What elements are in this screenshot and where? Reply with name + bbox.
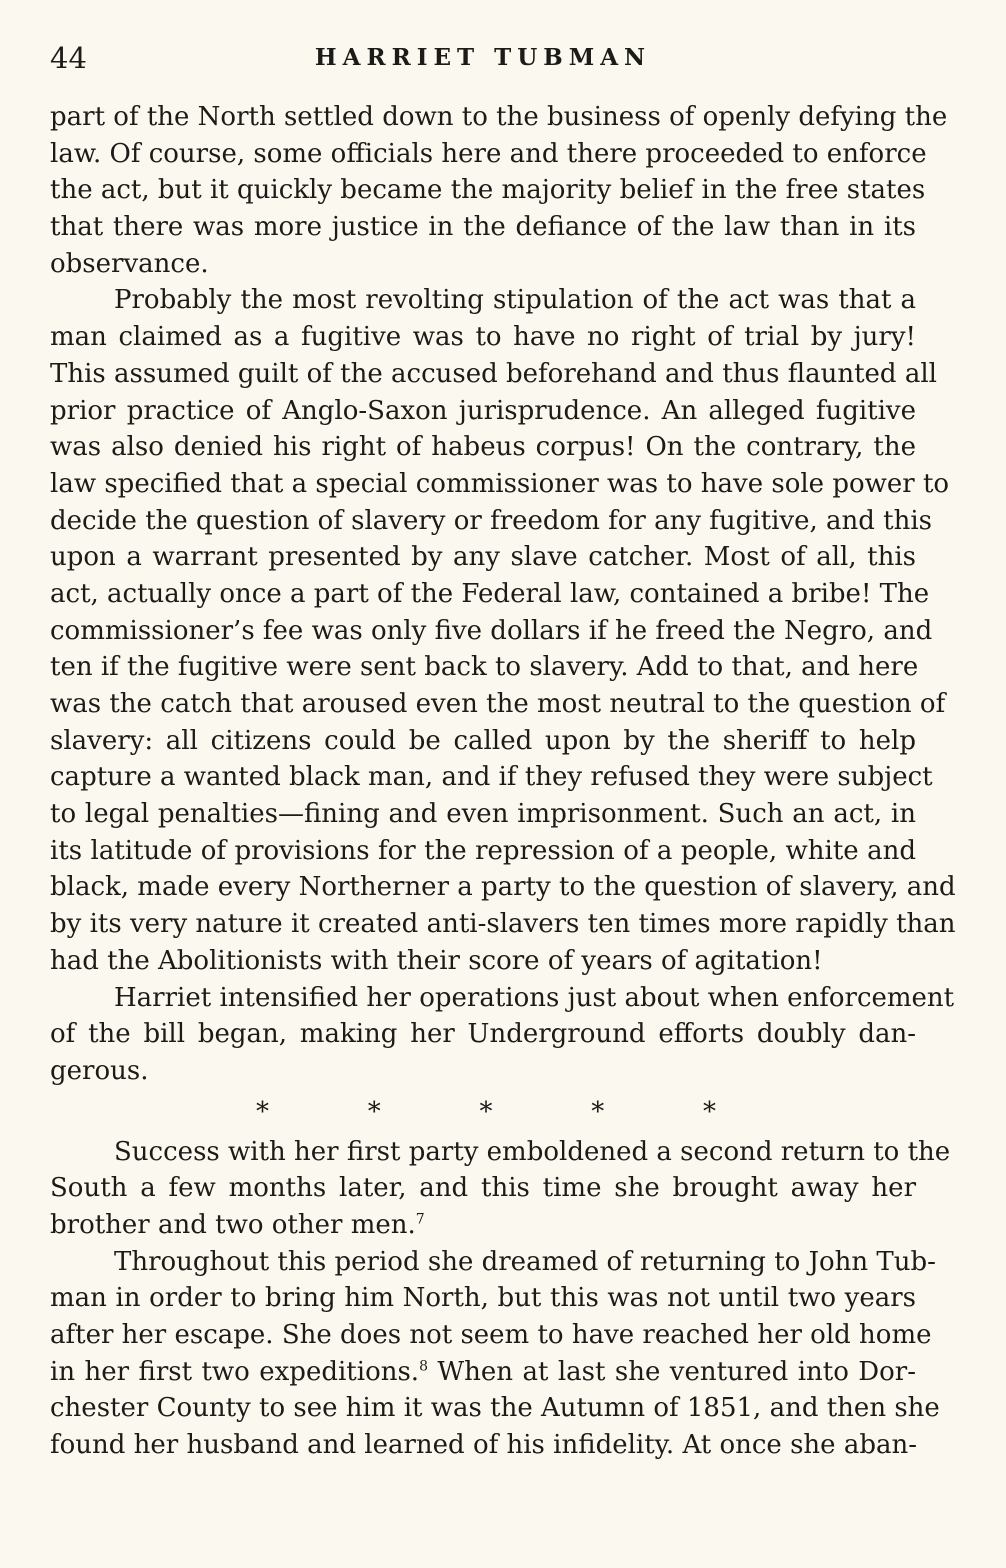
body-text	[50, 99, 956, 1464]
section-separator	[50, 1090, 716, 1134]
text-line: the act, but it quickly became the majority belief in the free states	[50, 175, 926, 206]
text-line: upon a warrant presented by any slave catcher. Most of all, this	[50, 542, 916, 573]
text-line: part of the North settled down to the business of openly defying the	[50, 102, 948, 132]
separator-star: *	[256, 1096, 269, 1127]
footnote-mark: 7	[415, 1211, 425, 1228]
text-line: to legal penalties—fining and even imprisonment. Such an act, in	[50, 799, 916, 830]
running-title: HARRIET TUBMAN	[314, 44, 652, 71]
text-line: chester County to see him it was the Autumn of 1851, and then she	[50, 1393, 940, 1424]
text-line: law specified that a special commissioner was to have sole power to	[50, 468, 950, 499]
paragraph	[50, 1134, 951, 1244]
text-line: was the catch that aroused even the most neutral to the question of	[50, 689, 946, 719]
text-line: South a few months later, and this time she brought away her	[50, 1173, 916, 1204]
separator-star: *	[367, 1096, 381, 1127]
text-line: had the Abolitionists with their score of years of agitation!	[50, 945, 823, 976]
paragraph	[50, 980, 955, 1090]
text-line: decide the question of slavery or freedom for any fugitive, and this	[50, 505, 933, 536]
text-line: man claimed as a fugitive was to have no right of trial by jury!	[50, 322, 916, 353]
text-line: law. Of course, some officials here and there proceeded to enforce	[50, 138, 927, 169]
text-line: by its very nature it created anti-slavers ten times more rapidly than	[50, 909, 956, 940]
text-line: was also denied his right of habeus corpus! On the contrary, the	[50, 432, 916, 463]
page-header	[50, 38, 916, 78]
text-line: found her husband and learned of his infidelity. At once she aban-	[50, 1430, 918, 1461]
paragraph-group-before	[50, 99, 956, 1090]
text-line: capture a wanted black man, and if they refused they were subject	[50, 762, 933, 793]
separator-star: *	[591, 1096, 605, 1127]
text-line: act, actually once a part of the Federal law, contained a bribe! The	[50, 578, 930, 609]
text-line: ten if the fugitive were sent back to slavery. Add to that, and here	[50, 652, 919, 683]
footnote-mark: 8	[419, 1358, 428, 1375]
page-number: 44	[50, 41, 87, 75]
text-line: gerous.	[50, 1055, 149, 1086]
text-line: after her escape. She does not seem to have reached her old home	[50, 1320, 932, 1350]
text-line: that there was more justice in the defiance of the law than in its	[50, 212, 916, 243]
text-line: observance.	[50, 248, 209, 279]
text-line: commissioner’s fee was only five dollars if he freed the Negro, and	[50, 615, 933, 646]
paragraph-group-after	[50, 1134, 951, 1464]
paragraph	[50, 282, 956, 979]
text-line: Probably the most revolting stipulation of the act was that a	[114, 285, 916, 316]
text-line: slavery: all citizens could be called upon by the sheriff to help	[50, 725, 916, 756]
text-line: This assumed guilt of the accused beforehand and thus flaunted all	[50, 358, 937, 389]
text-line: in her first two expeditions.$^8$ When at last she ventured into Dor-	[50, 1356, 916, 1387]
separator-star: *	[703, 1096, 716, 1127]
text-line: brother and two other men.$^7$	[50, 1209, 425, 1240]
text-line: black, made every Northerner a party to the question of slavery, and	[50, 872, 956, 903]
text-line: Harriet intensified her operations just about when enforcement	[114, 982, 955, 1013]
paragraph	[50, 1244, 940, 1464]
separator-star: *	[479, 1096, 493, 1127]
text-line: Throughout this period she dreamed of returning to John Tub-	[114, 1246, 936, 1277]
text-line: its latitude of provisions for the repression of a people, white and	[50, 835, 916, 866]
text-line: of the bill began, making her Underground efforts doubly dan-	[50, 1019, 916, 1050]
text-line: man in order to bring him North, but this was not until two years	[50, 1283, 916, 1314]
text-line: Success with her first party emboldened a second return to the	[114, 1136, 951, 1167]
text-line: prior practice of Anglo-Saxon jurisprudence. An alleged fugitive	[50, 395, 916, 426]
paragraph	[50, 99, 948, 282]
